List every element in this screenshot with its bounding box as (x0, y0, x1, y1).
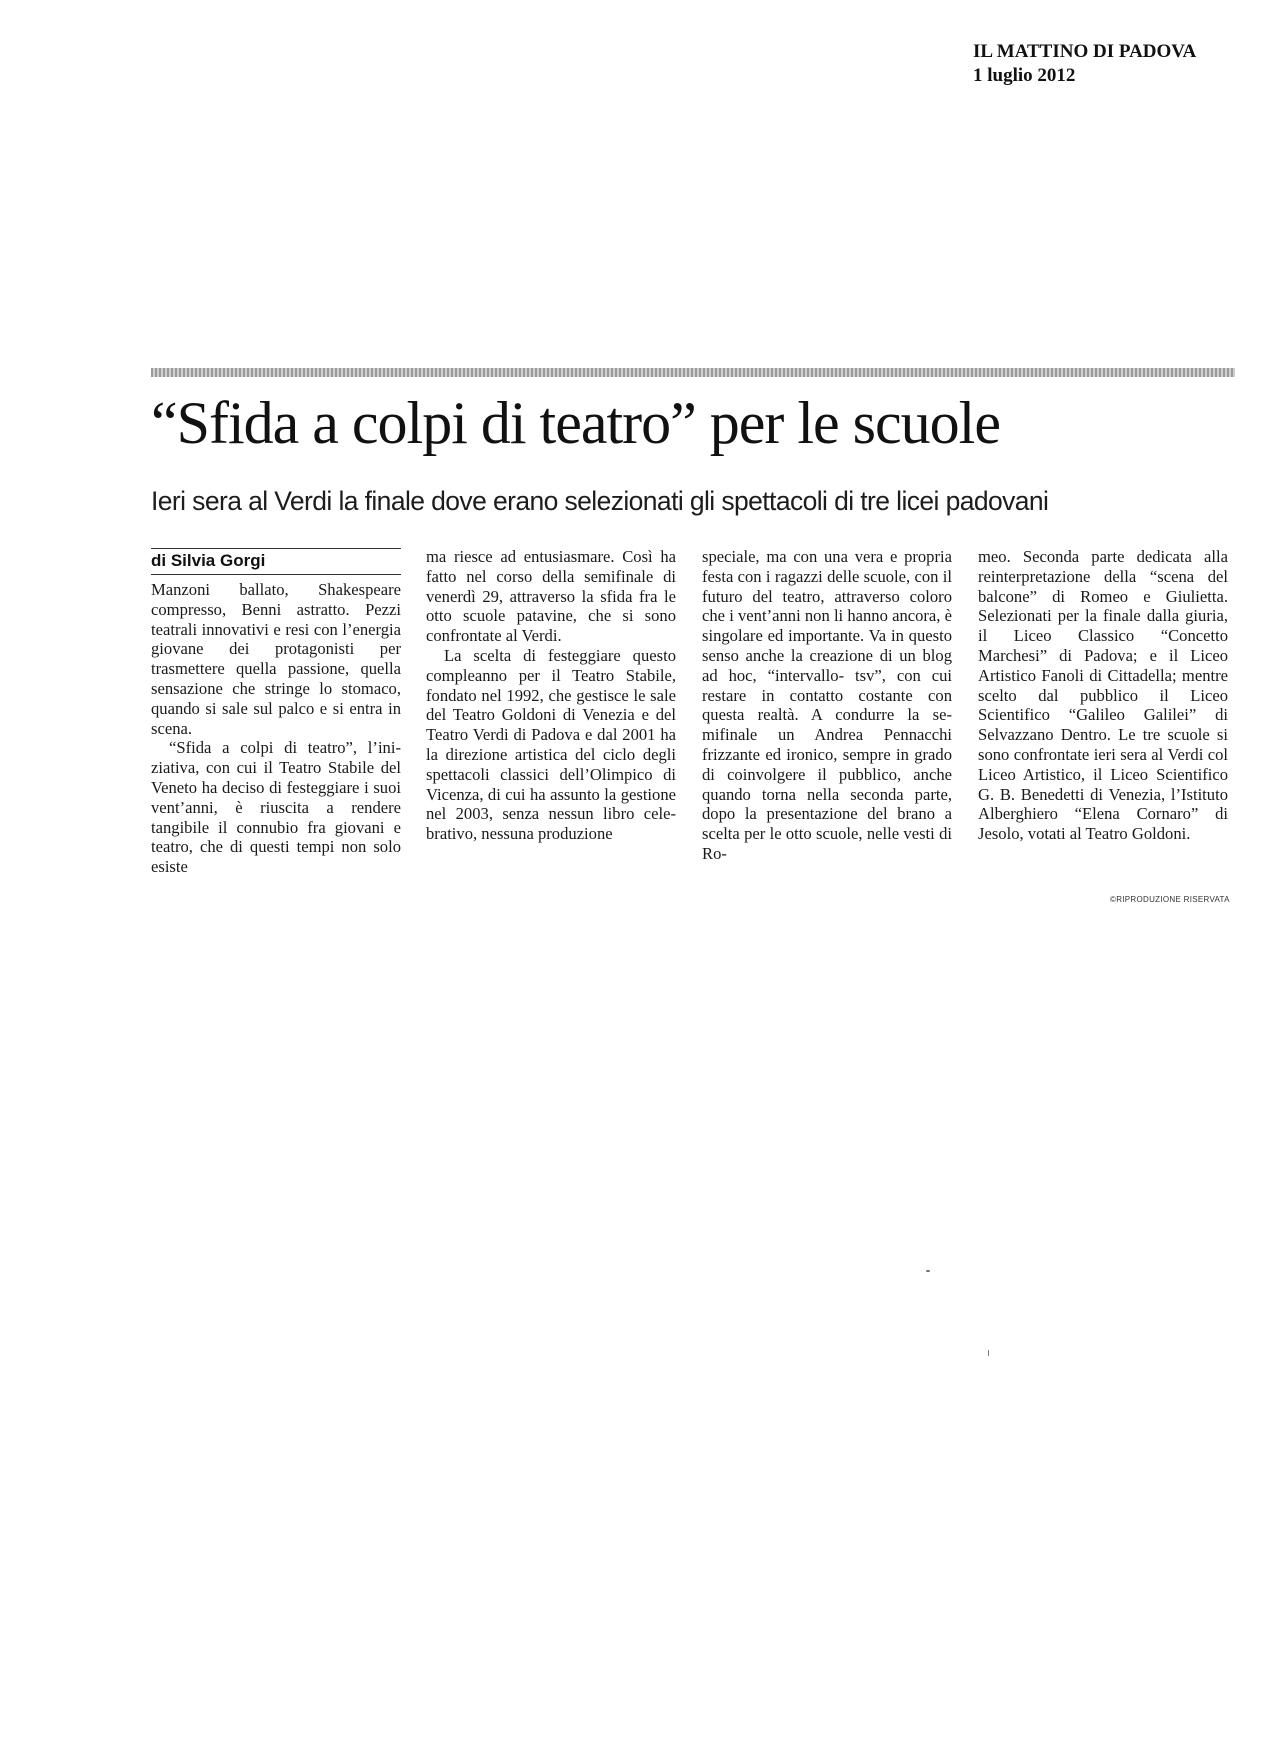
article-column-3 (702, 547, 952, 864)
paragraph: speciale, ma con una vera e propria festa con i ragazzi delle scuole, con il futuro del teatro, attraverso coloro che i vent’anni non li hanno ancora, è singolare ed importante. Va in questo senso anche la creazione di un blog ad hoc, “intervallo- tsv”, con cui restare in contatto costante con questa realtà. A condurre la semifinale un Andrea Pennacchi frizzante ed ironico, sempre in grado di coinvolgere il pubblico, anche quando torna nella seconda parte, dopo la presentazione del brano a scelta per le otto scuole, nelle vesti di Ro- (702, 547, 952, 863)
scan-speck (926, 1270, 930, 1272)
paragraph: “Sfida a colpi di teatro”, l’iniziativa, con cui il Teatro Stabile del Veneto ha deciso di festeggiare i suoi vent’anni, è riuscita a rendere tangibile il connubio fra giovani e teatro, che di questi tempi non solo esiste (151, 738, 401, 877)
copyright-notice: ©RIPRODUZIONE RISERVATA (1110, 895, 1230, 904)
byline: di Silvia Gorgi (151, 551, 266, 570)
header-rule (151, 368, 1235, 377)
headline: “Sfida a colpi di teatro” per le scuole (151, 390, 1000, 456)
paragraph: ma riesce ad entusiasmare. Così ha fatto nel corso della semifinale di venerdì 29, attraverso la sfida fra le otto scuole patavine, che si sono confrontate al Verdi. (426, 547, 676, 646)
paragraph: meo. Seconda parte dedicata alla reinterpretazione della “scena del balcone” di Romeo e Giulietta. Selezionati per la finale dalla giuria, il Liceo Classico “Concetto Marchesi” di Padova; e il Liceo Artistico Fanoli di Cittadella; mentre scelto dal pubblico il Liceo Scientifico “Galileo Galilei” di Selvazzano Dentro. Le tre scuole si sono confrontate ieri sera al Verdi col Liceo Artistico, il Liceo Scientifico G. B. Benedetti di Venezia, l’Istituto Alberghiero “Elena Cornaro” di Jesolo, votati al Teatro Goldoni. (978, 547, 1228, 844)
article-column-4 (978, 547, 1228, 844)
paragraph: La scelta di festeggiare questo compleanno per il Teatro Stabile, fondato nel 1992, che gestisce le sale del Teatro Goldoni di Venezia e del Teatro Verdi di Padova e dal 2001 ha la direzione artistica del ciclo degli spettacoli classici dell’Olimpico di Vicenza, di cui ha assunto la gestione nel 2003, senza nessun libro celebrativo, nessuna produzione (426, 645, 676, 844)
article-column-1 (151, 580, 401, 877)
publication-name: IL MATTINO DI PADOVA (973, 41, 1197, 62)
article-column-2 (426, 547, 676, 844)
paragraph: Manzoni ballato, Shakespeare compresso, Benni astratto. Pezzi teatrali innovativi e resi con l’energia giovane dei protagonisti per trasmettere quella passione, quella sensazione che stringe lo stomaco, quando si sale sul palco e si entra in scena. (151, 580, 401, 738)
publication-source (973, 40, 1196, 88)
byline-box (151, 548, 401, 575)
subheadline: Ieri sera al Verdi la finale dove erano selezionati gli spettacoli di tre licei padovani (151, 486, 1049, 516)
publication-date: 1 luglio 2012 (973, 65, 1076, 86)
scan-speck (988, 1350, 989, 1356)
